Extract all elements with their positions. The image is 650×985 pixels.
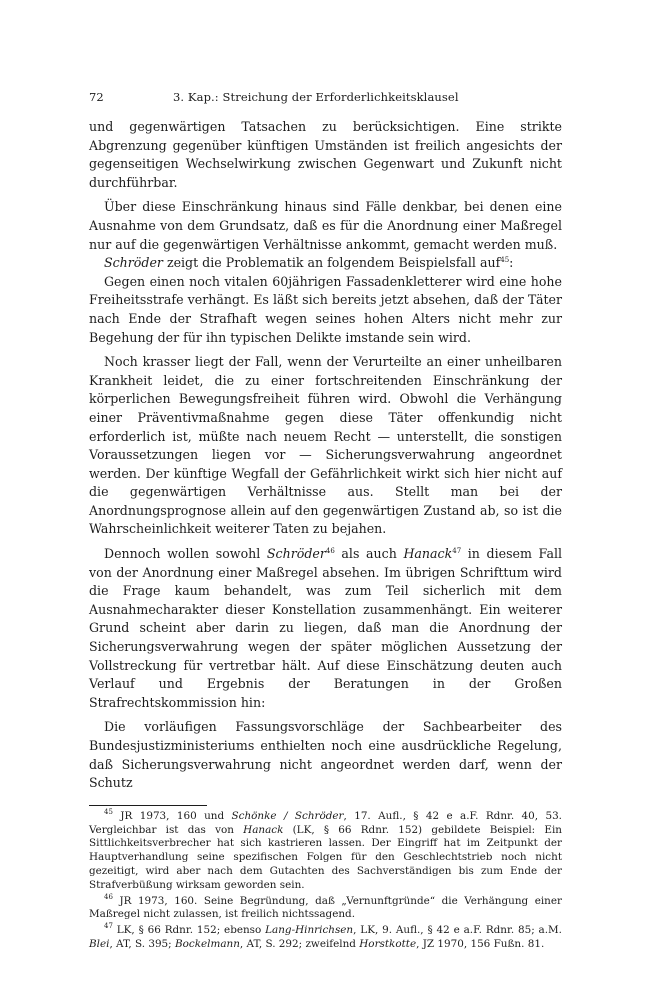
page-content (89, 90, 562, 952)
paragraph-text: zeigt die Problematik an folgendem Beispielsfall auf (162, 255, 501, 271)
footnote-number: 45 (104, 807, 113, 816)
footnote-45 (89, 807, 562, 893)
author-name: Bockelmann (174, 937, 240, 950)
footnote-text: , AT, S. 292; zweifelnd (239, 937, 360, 950)
footnote-text: (LK, § 66 Rdnr. 152) gebildete Beispiel: Ein Sittlichkeitsverbrecher hat sich kastrieren lassen. Der Eingriff hat im Zeitpunkt der Hauptverhandlung seine spezifischen Folgen für den Geschlechtstrieb noch nicht gezeitigt, wird aber nach dem Gutachten des Sachverständigen bis zum Ende der Strafverbüßung wirksam geworden sein. (89, 823, 562, 891)
main-text (89, 118, 562, 793)
author-name: Hanack (243, 823, 284, 836)
footnote-text: LK, § 66 Rdnr. 152; ebenso (112, 924, 266, 937)
paragraph-text: : (509, 255, 514, 271)
page-number: 72 (89, 90, 104, 104)
footnote-text: , AT, S. 395; (109, 937, 175, 950)
footnote-46 (89, 892, 562, 923)
author-name: Hanack (403, 546, 453, 562)
footnote-text: , 17. Aufl., § 42 e a.F. Rdnr. 40, 53. Vergleichbar ist das von (89, 809, 562, 836)
footnote-text: , JZ 1970, 156 Fußn. 81. (416, 937, 545, 950)
author-name: Schröder (104, 255, 163, 271)
running-header (89, 90, 562, 104)
paragraph-7: Die vorläufigen Fassungsvorschläge der Sachbearbeiter des Bundesjustizministeriums enthielten noch eine ausdrückliche Regelung, daß Sicherungsverwahrung nicht angeordnet werden darf, wenn der Schutz (89, 719, 562, 791)
footnote-47 (89, 924, 562, 952)
footnote-divider (89, 805, 207, 806)
paragraph-text: Dennoch wollen sowohl (104, 546, 267, 562)
footnotes (89, 807, 562, 952)
footnote-text: , LK, 9. Aufl., § 42 e a.F. Rdnr. 85; a.M. (353, 924, 562, 937)
paragraph-6 (89, 545, 562, 712)
footnote-number: 47 (104, 922, 113, 931)
footnote-ref-47[interactable]: 47 (452, 547, 462, 556)
author-name: Blei (89, 937, 110, 950)
footnote-ref-45[interactable]: 45 (500, 256, 510, 265)
author-name: Lang-Hinrichsen (265, 924, 354, 937)
paragraph-1: und gegenwärtigen Tatsachen zu berücksichtigen. Eine strikte Abgrenzung gegenüber künftigen Umständen ist freilich angesichts der gegenseitigen Wechselwirkung zwischen Gegenwart und Zukunft nicht durchführbar. (89, 119, 562, 190)
author-name: Horstkotte (359, 937, 417, 950)
author-name: Schröder (266, 546, 326, 562)
paragraph-text: in diesem Fall von der Anordnung einer Maßregel absehen. Im übrigen Schrifttum wird die Frage kaum behandelt, was zum Teil sicherlich mit dem Ausnahmecharakter dieser Konstellation zusammenhängt. Ein weiterer Grund scheint aber darin zu liegen, daß man die Anordnung der Sicherungsverwahrung wegen der später möglichen Aussetzung der Vollstreckung für vertretbar hält. Auf diese Einschätzung deuten auch Verlauf und Ergebnis der Beratungen in der Großen Strafrechtskommission hin: (89, 546, 563, 710)
paragraph-5: Noch krasser liegt der Fall, wenn der Verurteilte an einer unheilbaren Krankheit leidet, die zu einer fortschreitenden Einschränkung der körperlichen Bewegungsfreiheit führen wird. Obwohl die Verhängung einer Präventivmaßnahme gegen diese Täter offenkundig nicht erforderlich ist, müßte nach neuem Recht — unterstellt, die sonstigen Voraussetzungen liegen vor — Sicherungsverwahrung angeordnet werden. Der künftige Wegfall der Gefährlichkeit wirkt sich hier nicht auf die gegenwärtigen Verhältnisse aus. Stellt man bei der Anordnungsprognose allein auf den gegenwärtigen Zustand ab, so ist die Wahrscheinlichkeit weiterer Taten zu bejahen. (89, 354, 562, 537)
footnote-number: 46 (104, 892, 113, 901)
author-name: Schönke / Schröder (231, 809, 344, 822)
paragraph-2: Über diese Einschränkung hinaus sind Fälle denkbar, bei denen eine Ausnahme von dem Grundsatz, daß es für die Anordnung einer Maßregel nur auf die gegenwärtigen Verhältnisse ankommt, gemacht werden muß. (89, 199, 562, 252)
footnote-text: JR 1973, 160 und (112, 809, 232, 822)
footnote-ref-46[interactable]: 46 (325, 547, 335, 556)
paragraph-text: als auch (334, 546, 404, 562)
running-title: 3. Kap.: Streichung der Erforderlichkeitsklausel (173, 90, 459, 104)
paragraph-3 (89, 254, 562, 273)
example-paragraph: Gegen einen noch vitalen 60jährigen Fassadenkletterer wird eine hohe Freiheitsstrafe verhängt. Es läßt sich bereits jetzt absehen, daß der Täter nach Ende der Strafhaft wegen seines hohen Alters nicht mehr zur Begehung der für ihn typischen Delikte imstande sein wird. (89, 273, 562, 345)
footnote-text: JR 1973, 160. Seine Begründung, daß „Vernunftgründe“ die Verhängung einer Maßregel nicht zulassen, ist freilich nichtssagend. (89, 894, 562, 921)
